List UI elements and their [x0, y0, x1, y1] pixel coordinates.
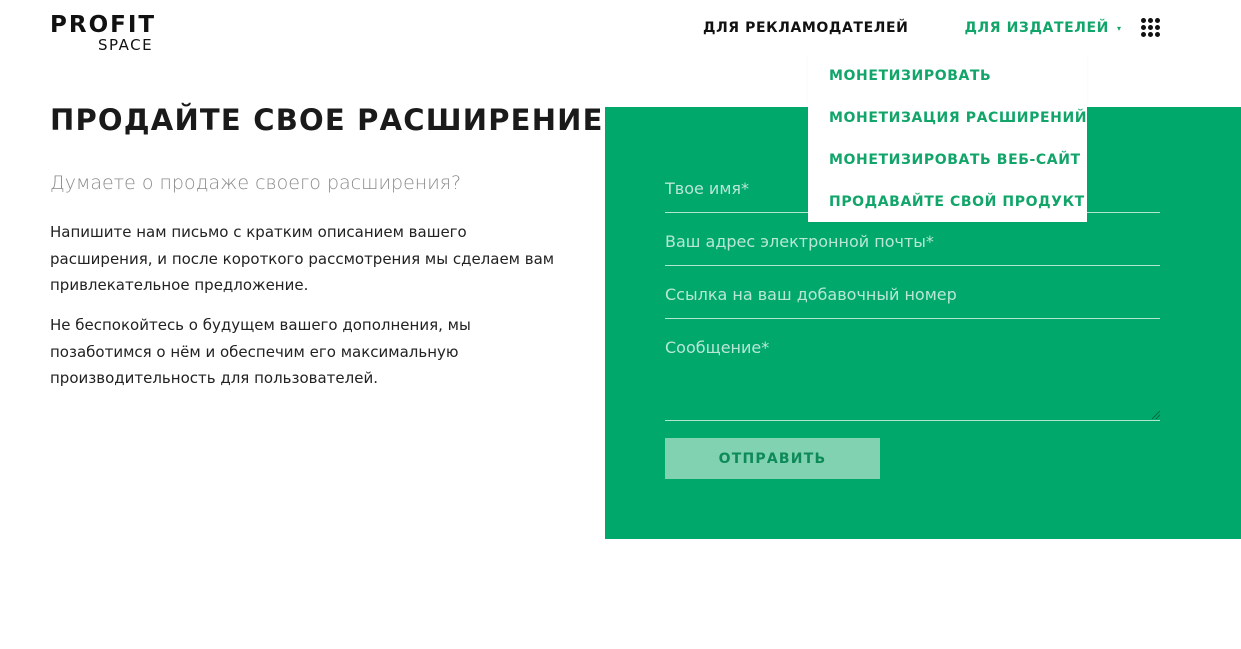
grid-dot [1148, 18, 1153, 23]
nav-link-advertisers[interactable]: ДЛЯ РЕКЛАМОДАТЕЛЕЙ [703, 20, 909, 36]
submit-button[interactable]: ОТПРАВИТЬ [665, 438, 880, 479]
grid-dot [1141, 25, 1146, 30]
dropdown-item-monetize-website[interactable]: МОНЕТИЗИРОВАТЬ ВЕБ-САЙТ [829, 152, 1081, 168]
dropdown-item-monetize[interactable]: МОНЕТИЗИРОВАТЬ [829, 68, 992, 84]
message-field[interactable] [665, 338, 1160, 420]
grid-dot [1155, 32, 1160, 37]
logo-text-top: PROFIT [50, 12, 157, 38]
grid-dot [1155, 25, 1160, 30]
email-field-wrapper [665, 232, 1160, 266]
page-subtitle: Думаете о продаже своего расширения? [50, 172, 462, 194]
apps-grid-icon[interactable] [1141, 18, 1161, 38]
nav-link-publishers-label: ДЛЯ ИЗДАТЕЛЕЙ [964, 20, 1109, 36]
extension-link-field-wrapper [665, 285, 1160, 319]
logo-text-bottom: SPACE [98, 36, 154, 54]
message-field-wrapper [665, 338, 1160, 421]
grid-dot [1155, 18, 1160, 23]
logo[interactable] [50, 14, 156, 53]
description-paragraph-2: Не беспокойтесь о будущем вашего дополнения, мы позаботимся о нём и обеспечим его максимальную производительность для пользователей. [50, 316, 471, 387]
nav-link-publishers[interactable] [964, 20, 1121, 36]
main-nav [703, 20, 1122, 36]
publishers-dropdown-menu [808, 55, 1087, 222]
resize-handle-icon[interactable] [1152, 411, 1160, 419]
grid-dot [1148, 25, 1153, 30]
description-paragraph-1: Напишите нам письмо с кратким описанием вашего расширения, и после короткого рассмотрения мы сделаем вам привлекательное предложение. [50, 223, 555, 294]
page-title: ПРОДАЙТЕ СВОЕ РАСШИРЕНИЕ [50, 103, 604, 137]
grid-dot [1141, 32, 1146, 37]
dropdown-item-sell-product[interactable]: ПРОДАВАЙТЕ СВОЙ ПРОДУКТ [829, 194, 1085, 210]
dropdown-item-monetize-extensions[interactable]: МОНЕТИЗАЦИЯ РАСШИРЕНИЙ [829, 110, 1088, 126]
grid-dot [1141, 18, 1146, 23]
caret-down-icon: ▾ [1117, 23, 1122, 33]
extension-link-field[interactable] [665, 285, 1160, 304]
email-field[interactable] [665, 232, 1160, 251]
grid-dot [1148, 32, 1153, 37]
